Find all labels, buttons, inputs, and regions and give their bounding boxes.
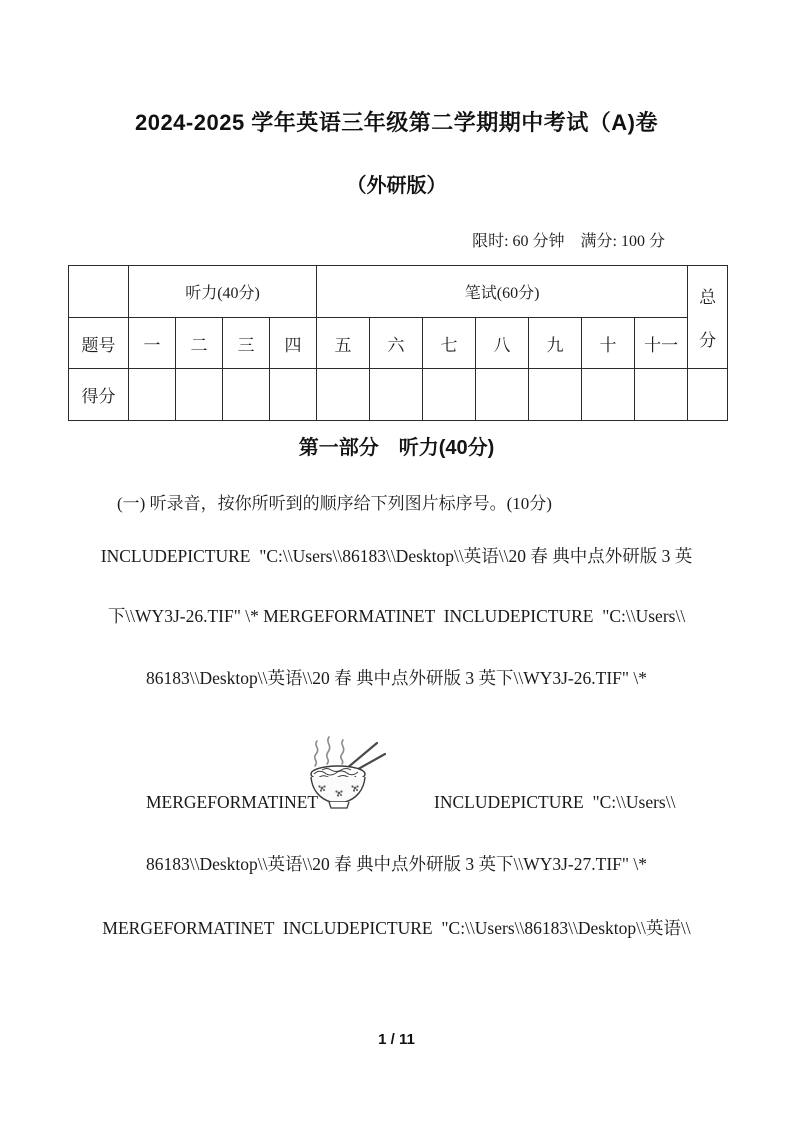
score-entry-cell xyxy=(423,369,476,421)
score-summary-table xyxy=(68,265,728,421)
score-entry-cell xyxy=(317,369,370,421)
question-number-cell: 十 xyxy=(582,318,635,369)
field-code-text-fragment: MERGEFORMATINET xyxy=(146,792,319,812)
question-number-cell: 四 xyxy=(270,318,317,369)
score-entry-cell xyxy=(529,369,582,421)
noodle-bowl-icon xyxy=(298,733,386,811)
page-subtitle: （外研版） xyxy=(346,175,447,197)
total-char-bottom: 分 xyxy=(699,330,717,350)
question-number-cell: 二 xyxy=(176,318,223,369)
question-number-cell: 七 xyxy=(423,318,476,369)
total-score-entry-cell xyxy=(688,369,728,421)
table-corner-cell xyxy=(69,266,129,318)
score-entry-cell xyxy=(270,369,317,421)
field-code-text-line: 下\\WY3J-26.TIF" \* MERGEFORMATINET INCLUDEPICTURE "C:\\Users\\ xyxy=(107,606,686,626)
field-code-text-line: 86183\\Desktop\\英语\\20 春 典中点外研版 3 英下\\WY3J-27.TIF" \* xyxy=(145,854,648,874)
field-code-text-line: INCLUDEPICTURE "C:\\Users\\86183\\Desktop\\英语\\20 春 典中点外研版 3 英 xyxy=(100,546,693,566)
field-code-text-fragment: INCLUDEPICTURE "C:\\Users\\ xyxy=(434,792,676,812)
page-number: 1 / 11 xyxy=(378,1031,415,1048)
question-number-cell: 六 xyxy=(370,318,423,369)
question-number-cell: 八 xyxy=(476,318,529,369)
question-number-cell: 一 xyxy=(129,318,176,369)
question-number-cell: 十一 xyxy=(635,318,688,369)
question-number-cell: 三 xyxy=(223,318,270,369)
score-entry-cell xyxy=(370,369,423,421)
noodle-bowl-image xyxy=(298,733,386,811)
total-score-header xyxy=(688,266,728,369)
field-code-text-line: 86183\\Desktop\\英语\\20 春 典中点外研版 3 英下\\WY3J-26.TIF" \* xyxy=(145,668,648,688)
score-entry-cell xyxy=(582,369,635,421)
score-entry-cell xyxy=(176,369,223,421)
question-number-row-label: 题号 xyxy=(69,318,129,369)
time-and-score-limits: 限时: 60 分钟 满分: 100 分 xyxy=(472,233,665,250)
page-title: 2024-2025 学年英语三年级第二学期期中考试（A)卷 xyxy=(134,110,659,135)
field-code-text-line: MERGEFORMATINET INCLUDEPICTURE "C:\\Users\\86183\\Desktop\\英语\\ xyxy=(102,918,691,938)
question-1-instructions: (一) 听录音，按你所听到的顺序给下列图片标序号。(10分) xyxy=(117,494,552,513)
total-char-top: 总 xyxy=(699,288,717,308)
score-entry-cell xyxy=(129,369,176,421)
score-entry-cell xyxy=(476,369,529,421)
score-row-label: 得分 xyxy=(69,369,129,421)
score-entry-cell xyxy=(635,369,688,421)
written-section-header: 笔试(60分) xyxy=(317,266,688,318)
score-entry-cell xyxy=(223,369,270,421)
total-score-vertical-label xyxy=(688,266,727,368)
question-number-cell: 九 xyxy=(529,318,582,369)
listening-section-header: 听力(40分) xyxy=(129,266,317,318)
question-number-cell: 五 xyxy=(317,318,370,369)
section-heading-part1-listening: 第一部分 听力(40分) xyxy=(298,437,495,459)
